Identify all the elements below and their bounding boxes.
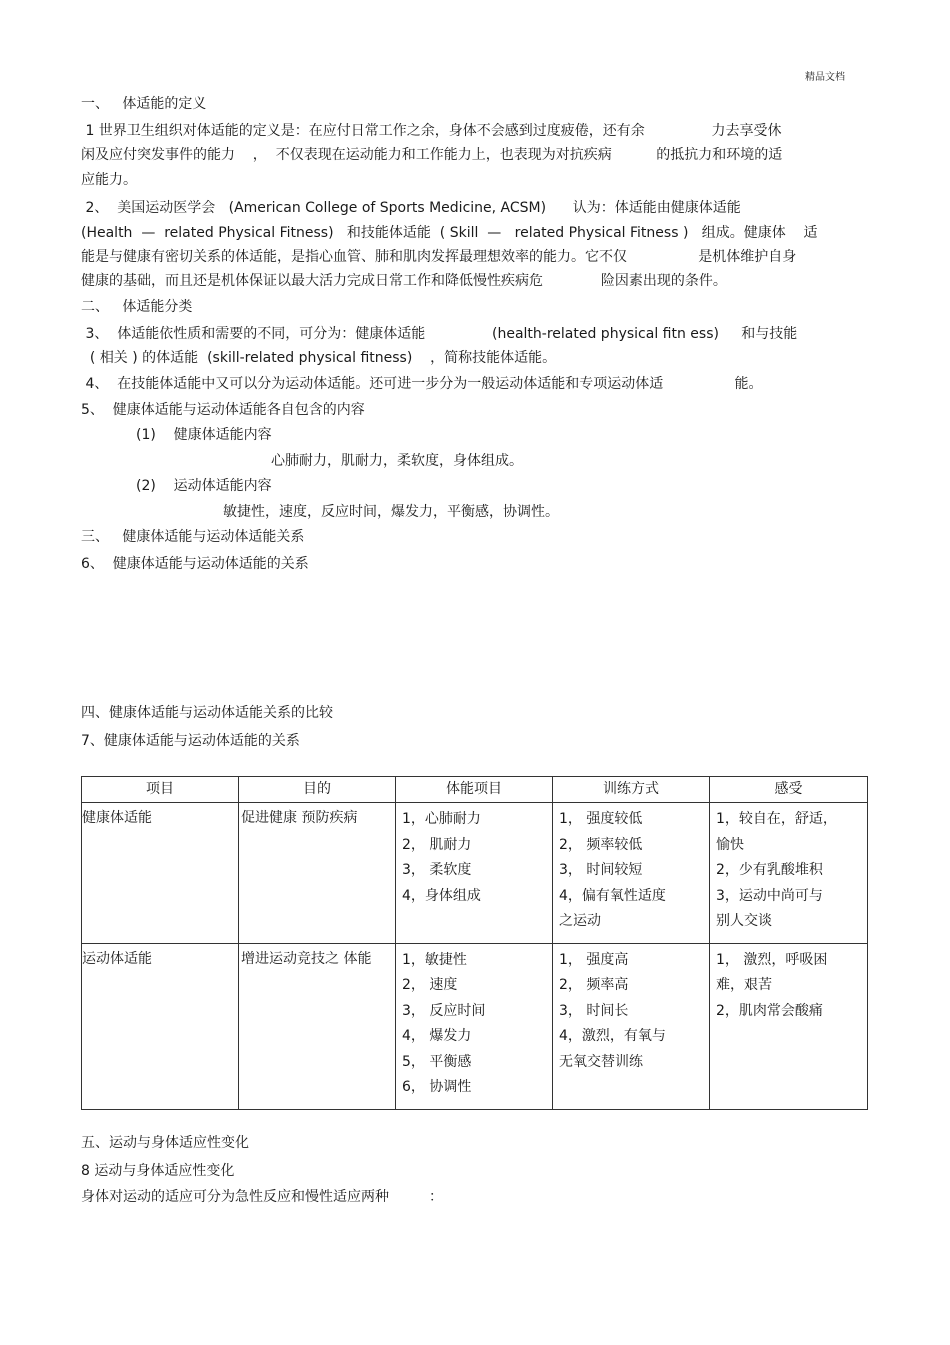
list-item: 2，少有乳酸堆积 <box>716 862 823 878</box>
para-1-line-1: 1 世界卫生组织对体适能的定义是：在应付日常工作之余，身体不会感到过度疲倦，还有余 力去享受休 <box>81 123 782 139</box>
para-2-line-2: (Health — related Physical Fitness) 和技能体适能 ( Skill — related Physical Fitness ) 组成。健康体 适 <box>81 225 818 241</box>
list-item: 2， 肌耐力 <box>402 836 472 853</box>
table-header-cell: 项目 <box>82 777 239 803</box>
table-header-cell: 体能项目 <box>396 777 553 803</box>
para-7: 7、健康体适能与运动体适能的关系 <box>81 733 300 749</box>
feelings-cell <box>710 943 868 1109</box>
heading-1: 一、 体适能的定义 <box>81 96 207 112</box>
list-item: 5， 平衡感 <box>402 1053 472 1070</box>
para-8-body: 身体对运动的适应可分为急性反应和慢性适应两种 ： <box>81 1189 444 1205</box>
list-item: 无氧交替训练 <box>559 1053 643 1070</box>
methods-cell <box>553 803 710 944</box>
para-1-line-3: 应能力。 <box>81 172 137 188</box>
para-5: 5、 健康体适能与运动体适能各自包含的内容 <box>81 402 365 418</box>
heading-3: 三、 健康体适能与运动体适能关系 <box>81 529 305 545</box>
list-item: 4，激烈，有氧与 <box>559 1028 666 1044</box>
table-row <box>82 803 868 944</box>
para-1-line-2: 闲及应付突发事件的能力 ， 不仅表现在运动能力和工作能力上，也表现为对抗疾病 的抵抗力和环境的适 <box>81 147 783 163</box>
heading-5: 五、运动与身体适应性变化 <box>81 1135 249 1151</box>
row-label: 健康体适能 <box>82 810 152 826</box>
purpose-text: 增进运动竞技之 体能 <box>241 950 372 967</box>
para-6: 6、 健康体适能与运动体适能的关系 <box>81 556 309 572</box>
list-item: 3， 时间较短 <box>559 862 643 878</box>
items-cell <box>396 803 553 944</box>
list-item: 1， 激烈，呼吸困 <box>716 951 828 968</box>
para-2-line-1: 2、 美国运动医学会 (American College of Sports Medicine, ACSM) 认为：体适能由健康体适能 <box>81 200 741 216</box>
list-item: 3，运动中尚可与 <box>716 887 823 904</box>
list-item: 3， 时间长 <box>559 1002 629 1019</box>
table-header-cell: 目的 <box>239 777 396 803</box>
list-item: 1，较自在，舒适， <box>716 811 837 827</box>
feelings-cell <box>710 803 868 944</box>
list-item: 6， 协调性 <box>402 1079 472 1095</box>
row-label-cell <box>82 943 239 1109</box>
para-2-line-3: 能是与健康有密切关系的体适能，是指心血管、肺和肌肉发挥最理想效率的能力。它不仅 是机体维护自身 <box>81 249 797 265</box>
subitem-2-title: (2) 运动体适能内容 <box>136 478 272 494</box>
subitem-2-content: 敏捷性，速度，反应时间，爆发力，平衡感，协调性。 <box>223 504 559 520</box>
document-header-tag: 精品文档 <box>805 72 845 83</box>
para-4: 4、 在技能体适能中又可以分为运动体适能。还可进一步分为一般运动体适能和专项运动体适 能。 <box>81 376 763 392</box>
table-header-cell: 感受 <box>710 777 868 803</box>
subitem-1-title: (1) 健康体适能内容 <box>136 427 272 443</box>
list-item: 2， 频率较低 <box>559 836 643 853</box>
para-3-line-2: ( 相关 ) 的体适能 (skill-related physical fitness) ，简称技能体适能。 <box>81 350 557 366</box>
list-item: 愉快 <box>716 836 744 853</box>
purpose-cell <box>239 803 396 944</box>
list-item: 1，心肺耐力 <box>402 811 481 827</box>
list-item: 1， 强度较低 <box>559 811 643 827</box>
para-8-title: 8 运动与身体适应性变化 <box>81 1163 235 1179</box>
subitem-1-content: 心肺耐力，肌耐力，柔软度，身体组成。 <box>271 453 523 469</box>
list-item: 之运动 <box>559 913 601 929</box>
heading-2: 二、 体适能分类 <box>81 299 193 315</box>
list-item: 1， 强度高 <box>559 951 629 968</box>
list-item: 1，敏捷性 <box>402 951 467 968</box>
items-cell <box>396 943 553 1109</box>
heading-4: 四、健康体适能与运动体适能关系的比较 <box>81 705 333 721</box>
list-item: 4， 爆发力 <box>402 1028 472 1044</box>
para-3-line-1: 3、 体适能依性质和需要的不同，可分为：健康体适能 (health-related physical fitn ess) 和与技能 <box>81 326 798 342</box>
list-item: 4，偏有氧性适度 <box>559 887 666 904</box>
list-item: 2， 速度 <box>402 977 458 993</box>
table-header-row <box>82 777 868 803</box>
list-item: 3， 反应时间 <box>402 1002 486 1019</box>
purpose-text: 促进健康 预防疾病 <box>241 810 358 826</box>
row-label: 运动体适能 <box>82 950 152 967</box>
methods-cell <box>553 943 710 1109</box>
list-item: 3， 柔软度 <box>402 862 472 878</box>
comparison-table <box>81 776 868 1110</box>
para-2-line-4: 健康的基础，而且还是机体保证以最大活力完成日常工作和降低慢性疾病危 险因素出现的条件。 <box>81 273 727 289</box>
list-item: 2， 频率高 <box>559 977 629 993</box>
list-item: 4，身体组成 <box>402 887 481 904</box>
list-item: 别人交谈 <box>716 913 772 929</box>
table-header-cell: 训练方式 <box>553 777 710 803</box>
list-item: 难，艰苦 <box>716 977 772 993</box>
table-row <box>82 943 868 1109</box>
purpose-cell <box>239 943 396 1109</box>
list-item: 2，肌肉常会酸痛 <box>716 1002 823 1019</box>
row-label-cell <box>82 803 239 944</box>
